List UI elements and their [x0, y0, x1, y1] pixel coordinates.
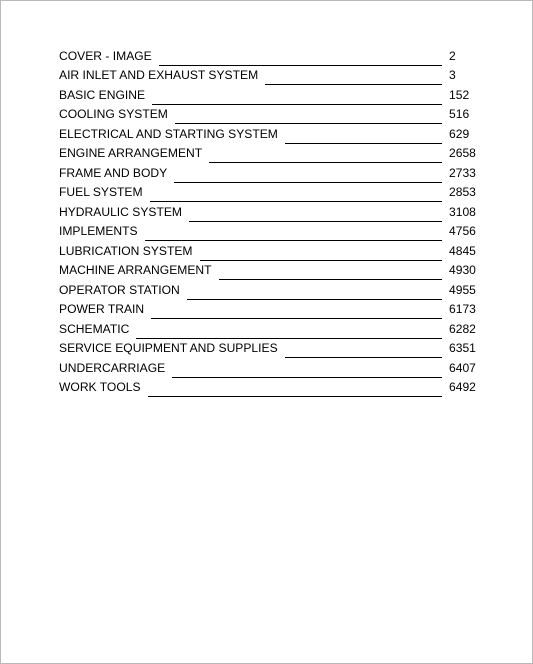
toc-entry[interactable] — [59, 223, 479, 243]
table-of-contents — [59, 47, 479, 398]
toc-entry-page: 3 — [449, 68, 456, 82]
toc-entry-title: UNDERCARRIAGE — [59, 360, 166, 375]
toc-entry-title: COOLING SYSTEM — [59, 107, 168, 121]
toc-entry[interactable] — [59, 164, 479, 184]
toc-entry[interactable] — [59, 106, 479, 126]
toc-entry[interactable] — [59, 301, 479, 321]
toc-entry-page: 2658 — [449, 146, 476, 160]
toc-entry-title: AIR INLET AND EXHAUST SYSTEM — [59, 68, 259, 82]
toc-leader-line — [285, 142, 442, 144]
toc-entry[interactable] — [59, 86, 479, 106]
toc-entry[interactable] — [59, 47, 479, 67]
toc-entry-title: COVER - IMAGE — [59, 48, 152, 63]
toc-entry-page: 4930 — [449, 263, 476, 277]
toc-leader-line — [150, 200, 442, 202]
toc-entry-title: ELECTRICAL AND STARTING SYSTEM — [59, 126, 278, 141]
toc-entry-title: FUEL SYSTEM — [59, 185, 143, 199]
toc-entry-page: 6351 — [449, 341, 476, 355]
toc-entry-title: LUBRICATION SYSTEM — [59, 243, 193, 258]
toc-entry[interactable] — [59, 320, 479, 340]
toc-entry-title: POWER TRAIN — [59, 302, 145, 316]
toc-entry-title: MACHINE ARRANGEMENT — [59, 263, 212, 277]
toc-entry-page: 516 — [449, 107, 470, 121]
toc-entry-page: 2853 — [449, 185, 476, 199]
toc-leader-line — [174, 181, 442, 183]
toc-entry[interactable] — [59, 125, 479, 145]
toc-entry-title: SCHEMATIC — [59, 321, 130, 336]
toc-leader-line — [151, 317, 442, 319]
toc-entry[interactable] — [59, 67, 479, 87]
toc-entry-title: IMPLEMENTS — [59, 224, 138, 238]
toc-entry-title: HYDRAULIC SYSTEM — [59, 204, 182, 219]
toc-leader-line — [219, 278, 442, 280]
toc-leader-line — [172, 376, 442, 378]
toc-leader-line — [209, 161, 442, 163]
toc-entry[interactable] — [59, 203, 479, 223]
toc-entry-title: FRAME AND BODY — [59, 165, 168, 180]
toc-leader-line — [265, 83, 442, 85]
toc-leader-line — [152, 103, 442, 105]
toc-entry-page: 152 — [449, 87, 470, 102]
toc-entry-title: ENGINE ARRANGEMENT — [59, 146, 203, 160]
toc-entry-page: 2 — [449, 48, 456, 63]
toc-entry-page: 6492 — [449, 380, 476, 394]
toc-entry[interactable] — [59, 379, 479, 399]
toc-entry[interactable] — [59, 145, 479, 165]
toc-leader-line — [189, 220, 442, 222]
toc-entry-page: 4955 — [449, 282, 476, 297]
toc-entry-page: 4756 — [449, 224, 476, 238]
toc-entry[interactable] — [59, 340, 479, 360]
toc-entry[interactable] — [59, 184, 479, 204]
toc-entry[interactable] — [59, 262, 479, 282]
toc-entry-page: 6173 — [449, 302, 476, 316]
toc-entry-page: 6407 — [449, 360, 476, 375]
toc-leader-line — [148, 395, 442, 397]
toc-entry-page: 4845 — [449, 243, 476, 258]
toc-entry-page: 3108 — [449, 204, 476, 219]
toc-entry-title: WORK TOOLS — [59, 380, 141, 394]
toc-entry-page: 6282 — [449, 321, 476, 336]
toc-entry-title: OPERATOR STATION — [59, 282, 180, 297]
toc-entry-page: 629 — [449, 126, 470, 141]
toc-entry-title: BASIC ENGINE — [59, 87, 146, 102]
toc-leader-line — [175, 122, 442, 124]
toc-leader-line — [285, 356, 442, 358]
toc-leader-line — [159, 64, 442, 66]
toc-leader-line — [200, 259, 443, 261]
toc-entry-title: SERVICE EQUIPMENT AND SUPPLIES — [59, 341, 278, 355]
toc-entry[interactable] — [59, 281, 479, 301]
toc-leader-line — [187, 298, 442, 300]
toc-entry[interactable] — [59, 242, 479, 262]
toc-entry[interactable] — [59, 359, 479, 379]
toc-leader-line — [136, 337, 442, 339]
toc-entry-page: 2733 — [449, 165, 476, 180]
toc-leader-line — [145, 239, 442, 241]
